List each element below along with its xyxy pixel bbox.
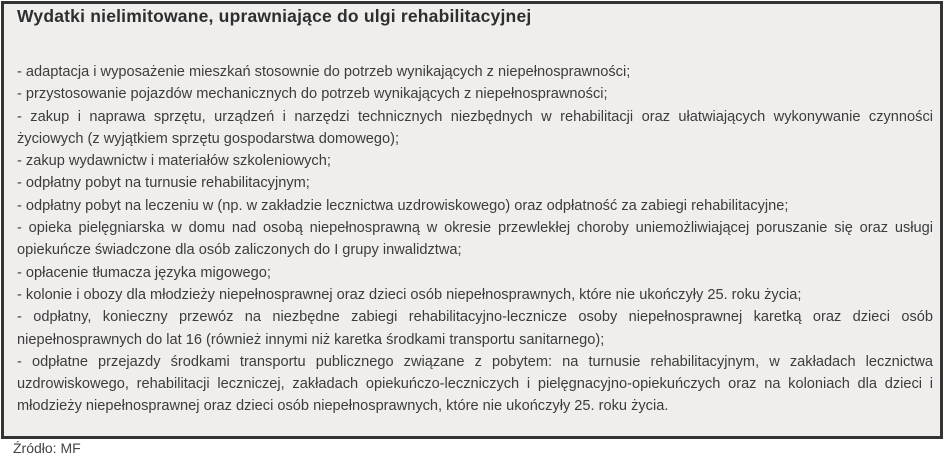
list-item: - opłacenie tłumacza języka migowego; — [17, 264, 271, 281]
expense-list — [17, 61, 933, 418]
list-item: - odpłatny pobyt na leczeniu w (np. w zakładzie lecznictwa uzdrowiskowego) oraz odpłatność za zabiegi rehabilitacyjne; — [17, 197, 789, 214]
list-item: - kolonie i obozy dla młodzieży niepełnosprawnej oraz dzieci osób niepełnosprawnych, które nie ukończyły 25. roku życia; — [17, 286, 802, 303]
list-item: - opieka pielęgniarska w domu nad osobą niepełnosprawną w okresie przewlekłej choroby uniemożliwiającej poruszanie się oraz usługi opiekuńcze świadczone dla osób zaliczonych do I grupy inwalidztwa; — [17, 220, 933, 259]
info-box — [1, 1, 943, 439]
list-item: - przystosowanie pojazdów mechanicznych do potrzeb wynikających z niepełnosprawności; — [17, 86, 608, 103]
list-item: - odpłatny, konieczny przewóz na niezbędne zabiegi rehabilitacyjno-lecznicze osoby niepełnosprawnej karetką oraz dzieci osób niepełnosprawnych do lat 16 (również innymi niż karetka środkami transportu sanitarnego); — [17, 309, 933, 348]
list-item: - adaptacja i wyposażenie mieszkań stosownie do potrzeb wynikających z niepełnosprawności; — [17, 64, 631, 80]
box-title: Wydatki nielimitowane, uprawniające do ulgi rehabilitacyjnej — [17, 6, 532, 26]
list-item: - odpłatny pobyt na turnusie rehabilitacyjnym; — [17, 175, 310, 192]
source-caption: Źródło: MF — [13, 440, 81, 456]
list-item: - zakup i naprawa sprzętu, urządzeń i narzędzi technicznych niezbędnych w rehabilitacji oraz ułatwiających wykonywanie czynności życiowych (z wyjątkiem sprzętu gospodarstwa domowego); — [17, 108, 933, 147]
list-item: - zakup wydawnictw i materiałów szkoleniowych; — [17, 153, 331, 170]
list-item: - odpłatne przejazdy środkami transportu publicznego związane z pobytem: na turnusie rehabilitacyjnym, w zakładach lecznictwa uzdrowiskowego, rehabilitacji leczniczej, zakładach opiekuńczo-leczniczych i pielęgnacyjno-opiekuńczych oraz na koloniach dla dzieci i młodzieży niepełnosprawnej oraz dzieci osób niepełnosprawnych, które nie ukończyły 25. roku życia. — [17, 353, 933, 415]
